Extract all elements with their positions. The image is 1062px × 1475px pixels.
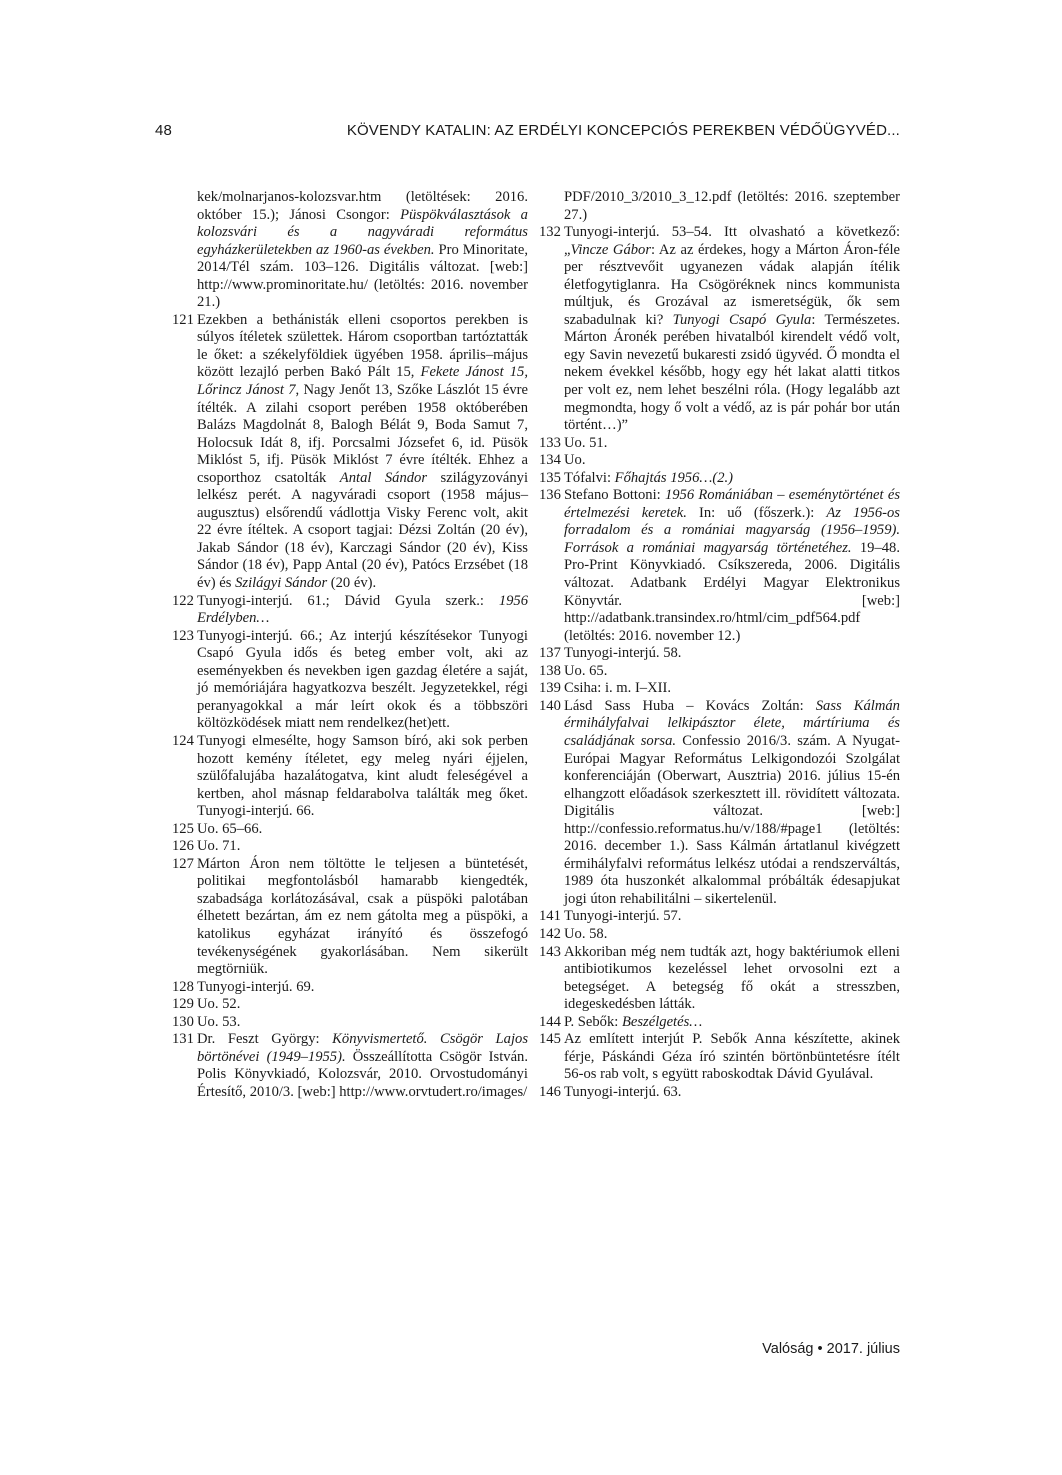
footnote-128: 128 Tunyogi-interjú. 69. [172, 978, 315, 995]
footnote-121: 121 Ezekben a bethánisták elleni csoportos perekben is súlyos ítéletek születtek. Három csoportban tartóztatták le őket: a székelyföldiek ügyében 1958. április–május között lezajló perben Bakó Pált 15, Fekete Jánost 15, Lőrincz Jánost 7, Nagy Jenőt 13, Szőke Lászlót 15 évre ítélték. A zilahi csoport perében 1958 októberében Balázs Magdolnát 8, Balogh Bélát 9, Boda Samut 7, Holocsuk Idát 8, ifj. Porcsalmi Józsefet 6, id. Püsök Miklóst 5, ifj. Püsök Miklóst 7 évre ítélték. Ehhez a csoporthoz csatolták Antal Sándor szilágyzoványi lelkész perét. A nagyváradi csoport (1958 május–augusztus) elsőrendű vádlottja Visky Ferenc volt, akit 22 évre ítéltek. A csoport tagjai: Dézsi Zoltán (20 év), Jakab Sándor (18 év), Karczagi Sándor (20 év), Kiss Sándor (18 év), Papp Antal (20 év), Patócs Erzsébet (18 év) és Szilágyi Sándor (20 év). [172, 311, 529, 592]
footnote-number: 125 [172, 820, 194, 837]
footnote-133: 133 Uo. 51. [539, 434, 608, 451]
footnote-120-continuation: kek/molnarjanos-kolozsvar.htm (letöltések: 2016. október 15.); Jánosi Csongor: Püspökválasztások a kolozsvári és a nagyváradi református egyházkerületekben az 1960-as években. Pro Minoritate, 2014/Tél szám. 103–126. Digitális változat. [web:] http://www.prominoritate.hu/ (letöltés: 2016. november 21.) [197, 189, 528, 311]
footnote-141: 141 Tunyogi-interjú. 57. [539, 908, 682, 925]
footnote-number: 140 [539, 697, 561, 714]
footnote-number: 141 [539, 908, 561, 925]
footnote-number: 134 [539, 452, 561, 469]
footnote-135: 135 Tófalvi: Főhajtás 1956…(2.) [539, 469, 734, 486]
footnote-134: 134 Uo. [539, 452, 586, 469]
footnote-number: 145 [539, 1031, 561, 1048]
footnote-143: 143 Akkoriban még nem tudták azt, hogy baktériumok elleni antibiotikumos kezeléssel lehet orvosolni ezt a betegséget. A betegség fő okát a stresszben, idegeskedésben látták. [539, 943, 900, 1013]
page-number: 48 [155, 122, 172, 139]
footnote-number: 132 [539, 224, 561, 241]
footnote-number: 133 [539, 434, 561, 451]
footnote-137: 137 Tunyogi-interjú. 58. [539, 645, 682, 662]
footnote-122: 122 Tunyogi-interjú. 61.; Dávid Gyula szerk.: 1956 Erdélyben… [172, 592, 528, 627]
footnote-number: 123 [172, 627, 194, 644]
footnote-number: 124 [172, 732, 194, 749]
footnote-131: 131 Dr. Feszt György: Könyvismertető. Csögör Lajos börtönévei (1949–1955). Összeállította Csögör István. Polis Könyvkiadó, Kolozsvár, 2010. Orvostudományi Értesítő, 2010/3. [web:] http://www.orvtudert.ro/images/ [172, 1031, 529, 1100]
footnote-number: 126 [172, 838, 194, 855]
footnote-number: 128 [172, 978, 194, 995]
footnote-139: 139 Csiha: i. m. I–XII. [539, 680, 672, 697]
footnote-number: 137 [539, 645, 561, 662]
footnote-number: 127 [172, 855, 194, 872]
footnote-number: 131 [172, 1031, 194, 1048]
footnote-number: 142 [539, 925, 561, 942]
footnote-number: 143 [539, 943, 561, 960]
footnote-number: 135 [539, 469, 561, 486]
footnote-129: 129 Uo. 52. [172, 996, 241, 1013]
footnote-136: 136 Stefano Bottoni: 1956 Romániában – eseménytörténet és értelmezési keretek. In: uő (főszerk.): Az 1956-os forradalom és a romániai magyarság (1956–1959). Források a romániai magyarság történetéhez. 19–48. Pro-Print Könyvkiadó. Csíkszereda, 2006. Digitális változat. Adatbank Erdélyi Magyar Elektronikus Könyvtár. [web:] http://adatbank.transindex.ro/html/cim_pdf564.pdf (letöltés: 2016. november 12.) [539, 487, 900, 644]
footnote-140: 140 Lásd Sass Huba – Kovács Zoltán: Sass Kálmán érmihályfalvai lelkipásztor élete, mártíriuma és családjának sorsa. Confessio 2016/3. szám. A Nyugat-Európai Magyar Református Lelkigondozói Szolgálat konferenciáján (Oberwart, Ausztria) 2016. július 15-én elhangzott előadások szerkesztett ill. rövidített változata. Digitális változat. [web:] http://confessio.reformatus.hu/v/188/#page1 (letöltés: 2016. december 1.). Sass Kálmán ártatlanul kivégzett érmihályfalvi református lelkész utódai a rendszerváltás, 1989 óta huszonkét alkalommal próbálták édesapjukat jogi úton rehabilitálni – sikertelenül. [539, 697, 900, 907]
footnote-number: 129 [172, 996, 194, 1013]
footnote-130: 130 Uo. 53. [172, 1013, 241, 1030]
footnote-number: 139 [539, 680, 561, 697]
footnote-131-continuation: PDF/2010_3/2010_3_12.pdf (letöltés: 2016. szeptember 27.) [564, 189, 900, 223]
footnote-125: 125 Uo. 65–66. [172, 820, 263, 837]
footnote-145: 145 Az említett interjút P. Sebők Anna készítette, akinek férje, Páskándi Géza író szintén börtönbüntetésre ítélt 56-os rab volt, s együtt raboskodtak Dávid Gyulával. [539, 1031, 900, 1083]
footnote-number: 121 [172, 311, 194, 328]
footnote-138: 138 Uo. 65. [539, 662, 608, 679]
page-footer: Valóság • 2017. július [762, 1341, 900, 1357]
footnote-124: 124 Tunyogi elmesélte, hogy Samson bíró, aki sok perben hozott kemény ítéletet, egy meleg nyári éjjelen, szülőfalujába hazalátogatva, kint aludt feleségével a kertben, ahol másnap feldarabolva találták meg őket. Tunyogi-interjú. 66. [172, 732, 528, 820]
footnote-number: 130 [172, 1013, 194, 1030]
footnote-number: 146 [539, 1083, 561, 1100]
footnotes-right-column [539, 189, 900, 1101]
footnote-number: 138 [539, 662, 561, 679]
footnote-number: 136 [539, 487, 561, 504]
footnote-144: 144 P. Sebők: Beszélgetés… [539, 1013, 703, 1030]
page-header [155, 122, 900, 144]
footnote-number: 122 [172, 592, 194, 609]
footnotes-left-column [172, 189, 528, 1101]
footnote-146: 146 Tunyogi-interjú. 63. [539, 1083, 682, 1100]
footnote-142: 142 Uo. 58. [539, 925, 608, 942]
running-title: KÖVENDY KATALIN: AZ ERDÉLYI KONCEPCIÓS PEREKBEN VÉDŐÜGYVÉD... [346, 122, 900, 139]
footnote-126: 126 Uo. 71. [172, 838, 241, 855]
footnote-127: 127 Márton Áron nem töltötte le teljesen a büntetését, politikai megfontolásból hamarabb kiengedték, szabadsága korlátozásával, csak a püspöki palotában élhetett bezártan, ám ez nem gátolta meg a püspöki, a katolikus egyházat irányító és összefogó tevékenységének gyakorlásában. Nem sikerült megtörniük. [172, 855, 528, 978]
footnote-132: 132 Tunyogi-interjú. 53–54. Itt olvasható a következő: „Vincze Gábor: Az az érdekes, hogy a Márton Áron-féle per résztvevőit ugyanezen vádak alapján ítélik életfogytiglanra. Ha Csögöréknek nincs kommunista múltjuk, és Grozával az ismeretségük, ők sem szabadulnak ki? Tunyogi Csapó Gyula: Természetes. Márton Áronék perében hivatalból kirendelt védő volt, egy Savin nevezetű bukaresti zsidó ügyvéd. Ő mondta el nekem évekkel később, hogy egy hét lakat alatti titkos per volt ez, nem lehet beszélni róla. (Hogy legalább azt megmondta, hogy ő volt a védő, az is pár pohár bor után történt…)” [539, 224, 900, 434]
footnote-number: 144 [539, 1013, 561, 1030]
footnote-123: 123 Tunyogi-interjú. 66.; Az interjú készítésekor Tunyogi Csapó Gyula idős és beteg ember volt, aki az eseményekben és nevekben igen gazdag életére a saját, jó memóriájára hagyatkozva beszélt. Jegyzetekkel, régi peranyagokkal a már leírt okok és a többszöri költözködések miatt nem rendelkez(het)ett. [172, 627, 528, 732]
